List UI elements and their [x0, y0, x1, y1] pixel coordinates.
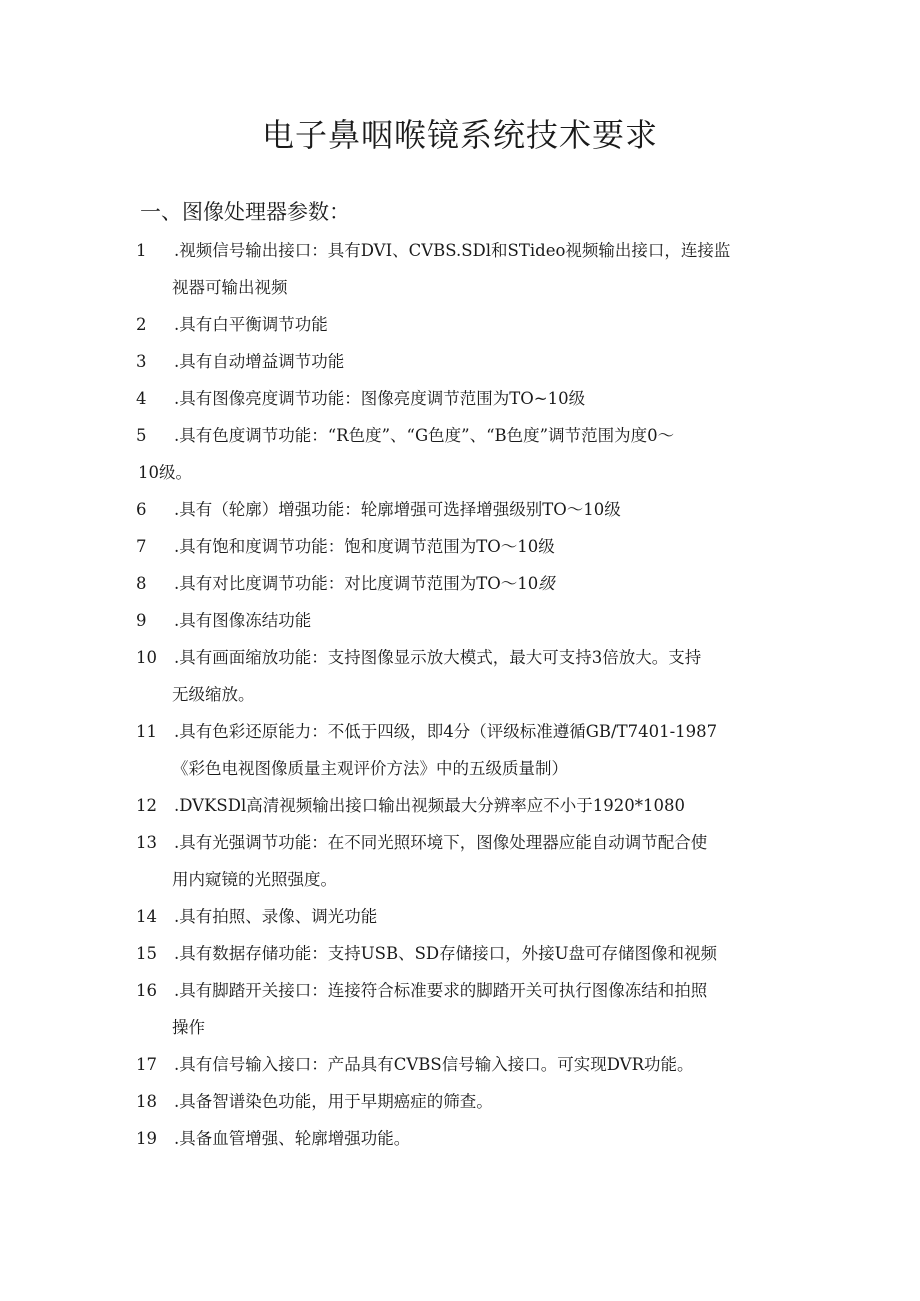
item-number: 12 [136, 796, 157, 815]
item-text: .具有图像冻结功能 [174, 611, 312, 630]
item-text: .具有光强调节功能：在不同光照环境下，图像处理器应能自动调节配合使 [174, 833, 708, 852]
item-text: .具有色彩还原能力：不低于四级，即4分（评级标准遵循GB/T7401-1987 [174, 722, 718, 741]
item-text: .具备血管增强、轮廓增强功能。 [174, 1129, 411, 1148]
item-continuation: 用内窥镜的光照强度。 [172, 870, 337, 889]
item-text: .具备智谱染色功能，用于早期癌症的筛查。 [174, 1092, 493, 1111]
item-text: .具有自动增益调节功能 [174, 352, 345, 371]
item-text: .具有脚踏开关接口：连接符合标准要求的脚踏开关可执行图像冻结和拍照 [174, 981, 708, 1000]
item-number: 8 [136, 574, 147, 593]
item-number: 15 [136, 944, 157, 963]
item-number: 11 [136, 722, 157, 741]
list-item [136, 898, 796, 935]
item-number: 19 [136, 1129, 157, 1148]
item-number: 9 [136, 611, 147, 630]
list-item [136, 787, 796, 824]
page-title: 电子鼻咽喉镜系统技术要求 [261, 116, 658, 154]
item-continuation: 10级。 [138, 463, 192, 482]
item-text: .视频信号输出接口：具有DVI、CVBS.SDl和STideo视频输出接口，连接监 [174, 241, 731, 260]
list-item [136, 602, 796, 639]
item-text: .DVKSDl高清视频输出接口输出视频最大分辨率应不小于1920*1080 [174, 796, 685, 815]
item-number: 18 [136, 1092, 157, 1111]
list-item [136, 972, 796, 1046]
item-text: .具有色度调节功能：“R色度”、“G色度”、“B色度”调节范围为度0～ [174, 426, 675, 445]
item-continuation: 《彩色电视图像质量主观评价方法》中的五级质量制） [172, 759, 568, 778]
section-heading: 一、图像处理器参数： [140, 200, 350, 224]
item-number: 6 [136, 500, 147, 519]
list-item [136, 380, 796, 417]
list-item [136, 1046, 796, 1083]
item-text: .具有图像亮度调节功能：图像亮度调节范围为TO~10级 [174, 389, 586, 408]
item-text: .具有白平衡调节功能 [174, 315, 328, 334]
item-text: .具有画面缩放功能：支持图像显示放大模式，最大可支持3倍放大。支持 [174, 648, 702, 667]
item-number: 17 [136, 1055, 157, 1074]
list-item [136, 824, 796, 898]
list-item [136, 639, 796, 713]
item-text: .具有信号输入接口：产品具有CVBS信号输入接口。可实现DVR功能。 [174, 1055, 694, 1074]
item-number: 7 [136, 537, 147, 556]
item-number: 2 [136, 315, 147, 334]
item-number: 10 [136, 648, 157, 667]
list-item [136, 1120, 796, 1157]
list-item [136, 232, 796, 306]
item-number: 13 [136, 833, 157, 852]
list-item [136, 565, 796, 602]
item-text: .具有对比度调节功能：对比度调节范围为TO～10 [174, 574, 539, 593]
item-text: .具有饱和度调节功能：饱和度调节范围为TO～10级 [174, 537, 555, 556]
list-item [136, 935, 796, 972]
item-number: 16 [136, 981, 157, 1000]
item-number: 4 [136, 389, 147, 408]
requirements-list [136, 232, 796, 1157]
item-number: 14 [136, 907, 157, 926]
item-number: 3 [136, 352, 147, 371]
list-item [136, 1083, 796, 1120]
list-item [136, 713, 796, 787]
item-continuation: 视器可输出视频 [172, 278, 288, 297]
list-item [136, 343, 796, 380]
item-text: .具有（轮廓）增强功能：轮廓增强可选择增强级别TO～10级 [174, 500, 621, 519]
item-number: 5 [136, 426, 147, 445]
item-number: 1 [136, 241, 147, 260]
list-item [136, 306, 796, 343]
list-item [136, 528, 796, 565]
list-item [136, 417, 796, 491]
item-text: .具有数据存储功能：支持USB、SD存储接口，外接U盘可存储图像和视频 [174, 944, 718, 963]
item-continuation: 无级缩放。 [172, 685, 255, 704]
item-text: .具有拍照、录像、调光功能 [174, 907, 378, 926]
item-continuation: 操作 [172, 1018, 205, 1037]
list-item [136, 491, 796, 528]
item-text-tail: 级 [538, 574, 555, 593]
